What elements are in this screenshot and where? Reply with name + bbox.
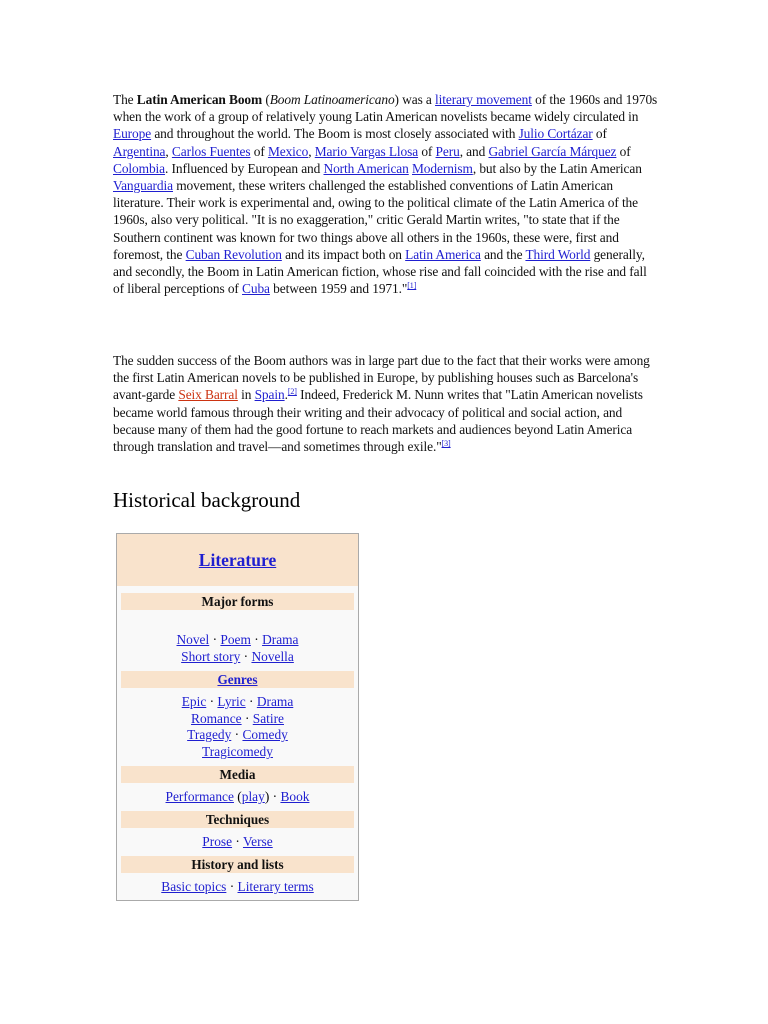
citation-1[interactable]: [1] (407, 281, 417, 291)
text: , (165, 143, 172, 159)
forms-row-2 (117, 649, 358, 666)
genres-header (121, 671, 354, 688)
link-book[interactable]: Book (280, 789, 310, 804)
link-romance[interactable]: Romance (191, 711, 242, 726)
history-header: History and lists (121, 856, 354, 873)
link-literary-movement[interactable]: literary movement (435, 92, 532, 107)
link-modernism[interactable]: Modernism (412, 160, 473, 176)
separator: · (250, 632, 263, 647)
text: , and (459, 143, 489, 159)
separator: · (206, 694, 218, 709)
navbox-title-link[interactable]: Literature (198, 549, 277, 570)
link-genre-drama[interactable]: Drama (256, 694, 294, 709)
intro-paragraph (113, 91, 658, 297)
genres-row-3 (117, 727, 358, 744)
link-argentina[interactable]: Argentina (113, 143, 166, 159)
text: The sudden success of the Boom authors was in large part due to the fact that their works were among the first Latin American novels to be published in Europe, by publishing houses such as Barcelona's avant-garde (113, 353, 650, 403)
link-novel[interactable]: Novel (176, 632, 210, 647)
link-north-american[interactable]: North American (323, 160, 409, 176)
media-header: Media (121, 766, 354, 783)
link-cuban-revolution[interactable]: Cuban Revolution (185, 246, 282, 262)
link-latin-america[interactable]: Latin America (405, 246, 481, 262)
text: ) was a (394, 92, 436, 107)
link-peru[interactable]: Peru (435, 143, 460, 159)
link-novella[interactable]: Novella (251, 649, 294, 664)
separator: · (269, 789, 281, 804)
text: . (284, 387, 288, 403)
genres-row-1 (117, 694, 358, 711)
text: and the (480, 246, 526, 262)
citation-3[interactable]: [3] (441, 439, 451, 449)
paren-open: ( (233, 789, 242, 804)
text: of (418, 143, 436, 159)
link-vanguardia[interactable]: Vanguardia (113, 178, 173, 194)
text: of (592, 126, 607, 142)
text: , but also by the Latin American (472, 160, 642, 176)
link-mexico[interactable]: Mexico (267, 143, 309, 159)
section-heading: Historical background (113, 488, 301, 512)
separator: · (245, 694, 257, 709)
link-spain[interactable]: Spain (254, 387, 285, 403)
text: of the 1960s and 1970s when the work of a group of relatively young Latin American novelists became widely circulated in (113, 92, 658, 125)
link-genres[interactable]: Genres (217, 672, 258, 687)
major-forms-header: Major forms (121, 593, 354, 610)
link-mario-vargas-llosa[interactable]: Mario Vargas Llosa (314, 143, 419, 159)
link-drama[interactable]: Drama (262, 632, 299, 647)
link-prose[interactable]: Prose (202, 834, 233, 849)
text: ( (262, 92, 270, 107)
link-epic[interactable]: Epic (181, 694, 207, 709)
italic-term: Boom Latinoamericano (269, 92, 395, 107)
media-row (117, 789, 358, 806)
text: Indeed, Frederick M. Nunn writes that "Latin American novelists became world famous through their writing and their advocacy of political and social action, and because many of them had the good fortune to reach markets and audiences beyond Latin America through translation and travel—and sometimes through exile." (113, 387, 643, 455)
second-paragraph (113, 352, 658, 455)
link-lyric[interactable]: Lyric (217, 694, 246, 709)
link-verse[interactable]: Verse (242, 834, 273, 849)
link-short-story[interactable]: Short story (181, 649, 241, 664)
separator: · (240, 649, 252, 664)
link-tragicomedy[interactable]: Tragicomedy (202, 744, 273, 759)
link-satire[interactable]: Satire (252, 711, 284, 726)
link-seix-barral[interactable]: Seix Barral (178, 387, 238, 403)
text: generally, and secondly, the Boom in Latin American fiction, whose rise and fall coincided with the rise and fall of liberal perceptions of (113, 246, 647, 297)
link-third-world[interactable]: Third World (525, 246, 591, 262)
text: and its impact both on (281, 246, 406, 262)
separator: · (232, 834, 243, 849)
link-tragedy[interactable]: Tragedy (187, 727, 232, 742)
link-comedy[interactable]: Comedy (242, 727, 288, 742)
paren-close: ) (264, 789, 270, 804)
link-gabriel-garcia-marquez[interactable]: Gabriel García Márquez (488, 143, 617, 159)
text: in (237, 387, 255, 403)
text: movement, these writers challenged the established conventions of Latin American literature. Their work is experimental and, owing to the political climate of the Latin America of the 1960s, also very political. "It is no exaggeration," critic Gerald Martin writes, "to state that if the Southern continent was known for two things above all others in the 1960s, these were, first and foremost, the (113, 178, 639, 262)
separator: · (209, 632, 221, 647)
forms-row-1 (117, 632, 358, 649)
link-basic-topics[interactable]: Basic topics (161, 879, 227, 894)
text: and throughout the world. The Boom is most closely associated with (151, 126, 519, 142)
link-performance[interactable]: Performance (165, 789, 234, 804)
bold-term: Latin American Boom (136, 92, 263, 107)
link-julio-cortazar[interactable]: Julio Cortázar (518, 126, 593, 142)
text: The (113, 92, 137, 107)
literature-navbox (116, 533, 359, 901)
citation-2[interactable]: [2] (287, 387, 297, 397)
separator: · (241, 711, 253, 726)
link-poem[interactable]: Poem (220, 632, 251, 647)
genres-row-4 (117, 744, 358, 761)
text: of (616, 143, 631, 159)
text: of (250, 143, 268, 159)
link-europe[interactable]: Europe (113, 126, 152, 142)
techniques-row (117, 834, 358, 851)
text: between 1959 and 1971." (269, 281, 408, 297)
history-row (117, 879, 358, 896)
link-literary-terms[interactable]: Literary terms (237, 879, 314, 894)
navbox-title-cell (117, 534, 358, 586)
link-colombia[interactable]: Colombia (113, 160, 166, 176)
separator: · (231, 727, 243, 742)
text: . Influenced by European and (165, 160, 324, 176)
separator: · (226, 879, 238, 894)
text: , (308, 143, 315, 159)
genres-row-2 (117, 711, 358, 728)
link-cuba[interactable]: Cuba (242, 281, 270, 297)
link-play[interactable]: play (241, 789, 265, 804)
techniques-header: Techniques (121, 811, 354, 828)
link-carlos-fuentes[interactable]: Carlos Fuentes (171, 143, 251, 159)
